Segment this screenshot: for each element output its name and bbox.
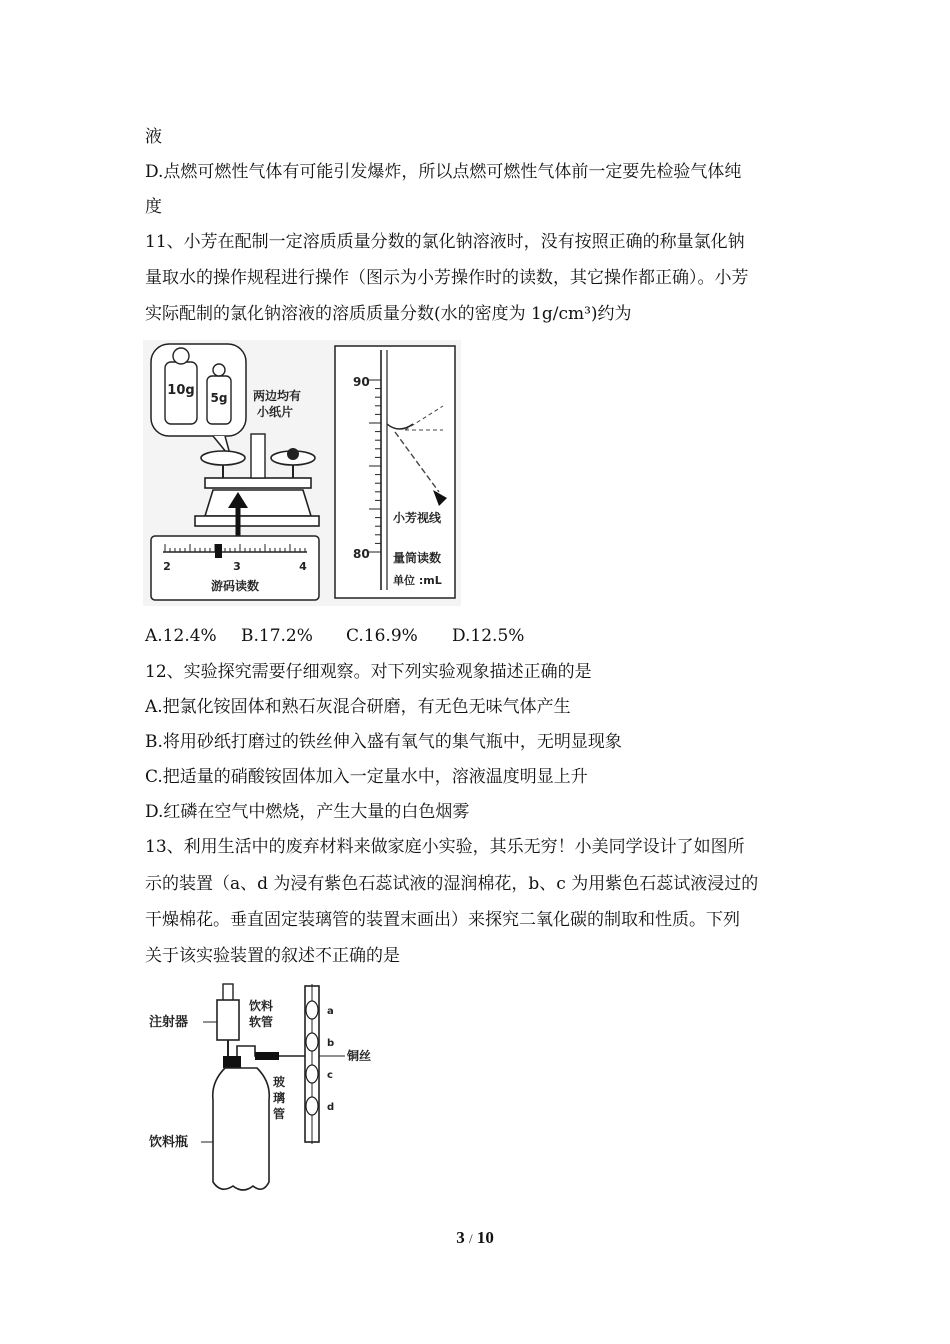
syringe-label: 注射器 [149,1015,189,1030]
question-13-line: 干燥棉花。垂直固定装璃管的装置末画出）来探究二氧化碳的制取和性质。下列 [145,910,740,930]
question-11-options [145,626,524,646]
balance-cylinder-svg [143,340,461,606]
question-13-line: 关于该实验装置的叙述不正确的是 [145,946,400,966]
question-12-option[interactable]: B.将用砂纸打磨过的铁丝伸入盛有氧气的集气瓶中，无明显现象 [145,732,622,752]
page-number [0,1228,950,1248]
cylinder-label-80: 80 [353,547,370,561]
cylinder-label-90: 90 [353,375,370,389]
cotton-ball [306,1065,318,1083]
glass-tube-label: 玻 [273,1075,286,1089]
co2-apparatus-svg [145,982,385,1202]
mark-d: d [327,1102,335,1113]
question-13-line: 13、利用生活中的废弃材料来做家庭小实验，其乐无穷！小美同学设计了如图所 [145,837,745,857]
option-d[interactable]: D.12.5% [452,626,525,646]
weight-10g-label: 10g [167,383,195,398]
question-11-line: 量取水的操作规程进行操作（图示为小芳操作时的读数，其它操作都正确）。小芳 [145,268,749,288]
option-b[interactable]: B.17.2% [241,626,313,646]
text-line: D.点燃可燃性气体有可能引发爆炸，所以点燃可燃性气体前一定要先检验气体纯 [145,162,742,182]
reading-caption: 量筒读数 [393,551,442,565]
figure-balance-cylinder [143,340,461,606]
soft-tube [255,1052,279,1060]
option-a[interactable]: A.12.4% [145,626,217,646]
bottle-label: 饮料瓶 [149,1135,189,1150]
question-12-option[interactable]: D.红磷在空气中燃烧，产生大量的白色烟雾 [145,802,470,822]
soft-tube-label: 饮料 [249,999,274,1013]
rider-caption: 游码读数 [210,579,260,593]
mark-a: a [327,1006,334,1017]
text-line: 度 [145,197,162,217]
question-12-option[interactable]: C.把适量的硝酸铵固体加入一定量水中，溶液温度明显上升 [145,767,588,787]
note-label: 小纸片 [257,405,294,419]
cotton-ball [306,1033,318,1051]
syringe [217,1000,239,1040]
reading-unit: 单位 :mL [393,574,442,587]
weight-5g-label: 5g [210,391,228,405]
sight-caption: 小芳视线 [393,511,442,525]
mark-b: b [327,1038,335,1049]
note-label: 两边均有 [253,389,302,403]
page-current: 3 [456,1228,465,1247]
text-line: 液 [145,127,162,147]
bottle [213,1068,270,1190]
rider-tick-label: 4 [299,560,307,573]
glass-tube-label: 管 [273,1107,286,1121]
balance-base [205,490,311,516]
question-13-line: 示的装置（a、d 为浸有紫色石蕊试液的湿润棉花，b、c 为用紫色石蕊试液浸过的 [145,874,759,894]
rider-tick-label: 3 [233,560,241,573]
question-11-line: 实际配制的氯化钠溶液的溶质质量分数(水的密度为 1g/cm³)约为 [145,304,632,324]
left-pan [201,451,245,465]
cotton-ball [306,1097,318,1115]
bottle-cap [223,1056,241,1068]
page-separator: / [468,1231,473,1246]
cotton-ball [306,1001,318,1019]
rider [215,544,222,558]
question-12-line: 12、实验探究需要仔细观察。对下列实验观象描述正确的是 [145,662,592,682]
page-total: 10 [476,1228,494,1247]
rider-tick-label: 2 [163,560,171,573]
question-12-option[interactable]: A.把氯化铵固体和熟石灰混合研磨，有无色无味气体产生 [145,697,571,717]
soft-tube-label: 软管 [249,1015,274,1029]
figure-co2-apparatus [145,982,385,1202]
beam [205,478,311,488]
question-11-line: 11、小芳在配制一定溶质质量分数的氯化钠溶液时，没有按照正确的称量氯化钠 [145,232,745,252]
copper-wire-label: 铜丝 [347,1049,372,1063]
glass-tube-label: 璃 [273,1091,286,1105]
option-c[interactable]: C.16.9% [346,626,418,646]
mark-c: c [327,1070,333,1081]
